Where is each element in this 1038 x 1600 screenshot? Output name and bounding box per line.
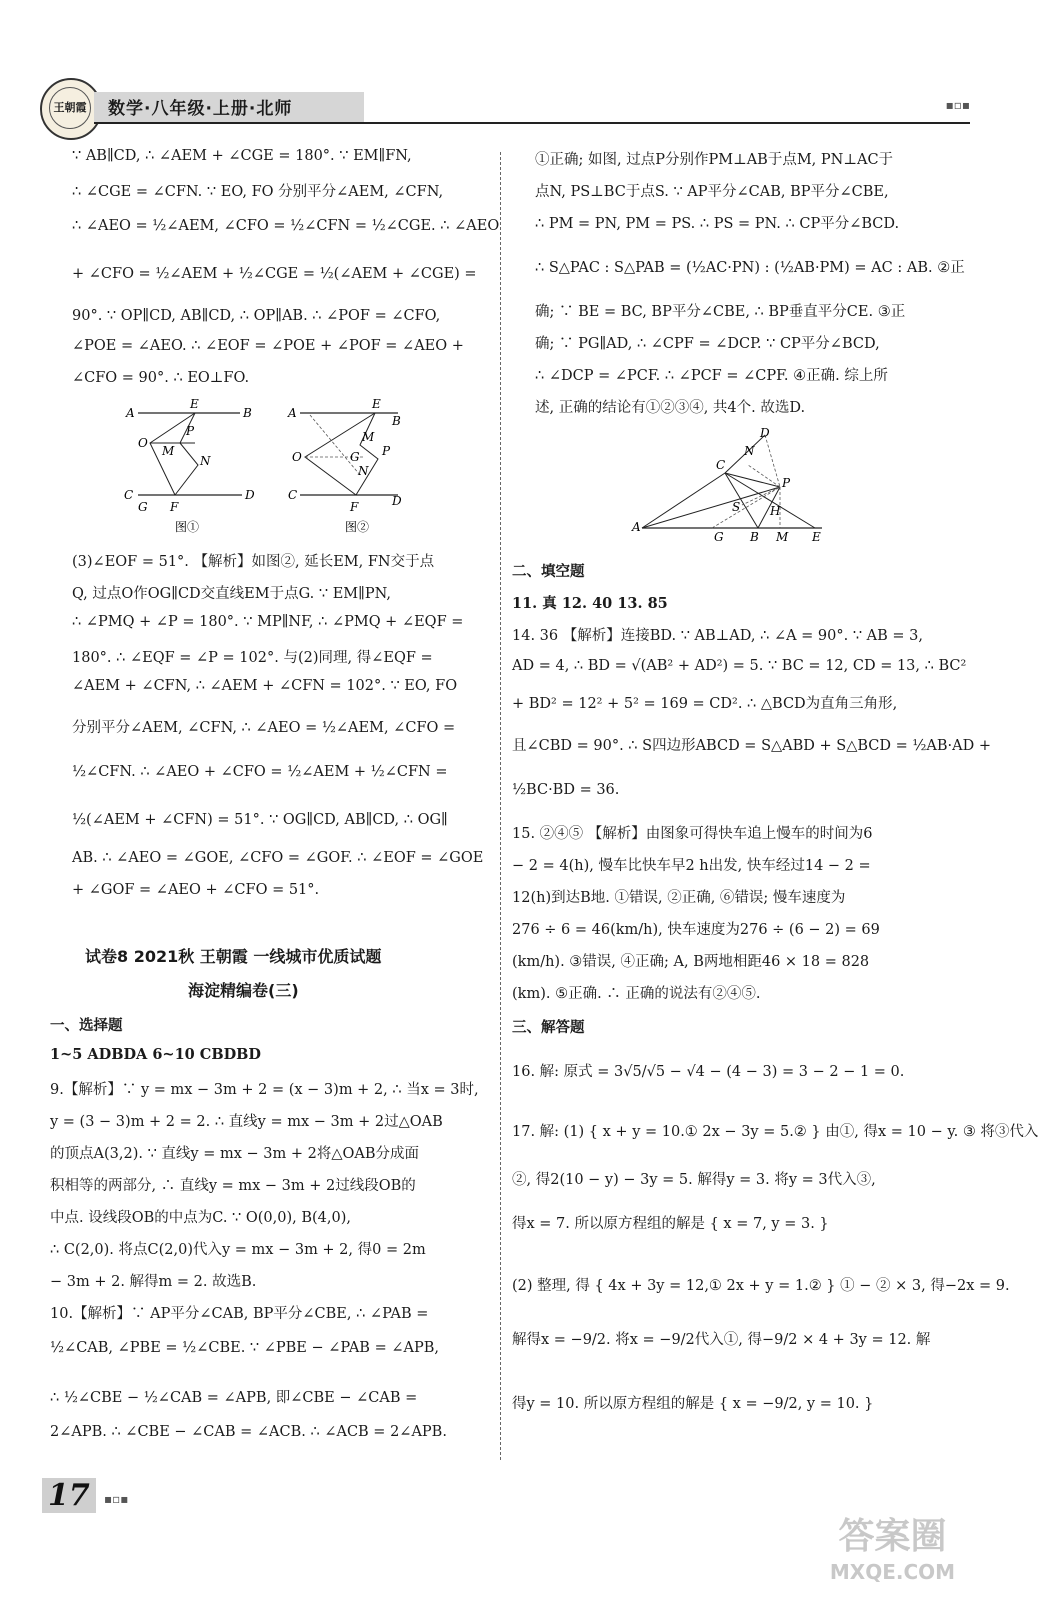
text-line: 14. 36 【解析】连接BD. ∵ AB⊥AD, ∴ ∠A = 90°. ∵ AB = 3, [512,628,924,644]
fig1-label-O: O [138,436,148,450]
text-line: 确; ∵ BE = BC, BP平分∠CBE, ∴ BP垂直平分CE. ③正 [535,304,906,320]
text-line: + ∠CFO = ½∠AEM + ½∠CGE = ½(∠AEM + ∠CGE) = [72,266,477,282]
fig1-label-A: A [126,406,135,420]
fig3-label-P: P [782,476,791,490]
section-choice-heading: 一、选择题 [50,1018,123,1034]
fill-answers: 11. 真 12. 40 13. 85 [512,595,668,612]
text-line: y = (3 − 3)m + 2 = 2. ∴ 直线y = mx − 3m + 2过△OAB [50,1114,443,1130]
column-divider [500,152,501,1460]
text-line: (km/h). ③错误, ④正确; A, B两地相距46 × 18 = 828 [512,954,870,970]
fig2-label-P: P [382,444,391,458]
fig1-label-P: P [186,424,195,438]
fig2-label-C: C [288,488,298,502]
fig2-label-N: N [358,464,369,478]
fig1-label-C: C [124,488,134,502]
fig1-label-G: G [138,500,148,514]
fig2-label-F: F [350,500,359,514]
text-line: 点N, PS⊥BC于点S. ∵ AP平分∠CAB, BP平分∠CBE, [535,184,889,200]
watermark-text: 答案圈 [838,1516,947,1557]
header-title: 数学·八年级·上册·北师 [108,99,293,119]
text-line: + ∠GOF = ∠AEO + ∠CFO = 51°. [72,882,320,898]
text-line: 得y = 10. 所以原方程组的解是 { x = −9/2, y = 10. } [512,1396,874,1412]
text-line: 15. ②④⑤ 【解析】由图象可得快车追上慢车的时间为6 [512,826,873,842]
watermark-url: MXQE.COM [829,1560,956,1584]
fig3-label-H: H [770,504,781,518]
fig2-label-D: D [392,494,402,508]
exam-title-line1: 试卷8 2021秋 王朝霞 一线城市优质试题 [85,947,382,966]
fig3-label-G: G [714,530,724,544]
page-header [40,88,970,128]
fig2-label-G: G [350,450,360,464]
fig2-label-E: E [372,397,381,411]
page-number: 17 [42,1478,96,1513]
text-line: ∴ S△PAC : S△PAB = (½AC·PN) : (½AB·PM) = AC : AB. ②正 [535,260,965,276]
fig3-label-S: S [732,500,741,514]
text-line: 2∠APB. ∴ ∠CBE − ∠CAB = ∠ACB. ∴ ∠ACB = 2∠APB. [50,1424,447,1440]
text-line: 述, 正确的结论有①②③④, 共4个. 故选D. [535,400,806,416]
text-line: ½∠CFN. ∴ ∠AEO + ∠CFO = ½∠AEM + ½∠CFN = [72,764,448,780]
publisher-logo [40,78,102,140]
text-line: 16. 解: 原式 = 3√5/√5 − √4 − (4 − 3) = 3 − 2 − 1 = 0. [512,1064,905,1080]
text-line: 积相等的两部分, ∴ 直线y = mx − 3m + 2过线段OB的 [50,1178,416,1194]
text-line: 得x = 7. 所以原方程组的解是 { x = 7, y = 3. } [512,1216,829,1232]
fig2-label-A: A [288,406,297,420]
fig2-label-O: O [292,450,302,464]
text-line: ∴ ½∠CBE − ½∠CAB = ∠APB, 即∠CBE − ∠CAB = [50,1390,418,1406]
text-line: 17. 解: (1) { x + y = 10.① 2x − 3y = 5.② } 由①, 得x = 10 − y. ③ 将③代入 [512,1124,1038,1140]
text-line: 276 ÷ 6 = 46(km/h), 快车速度为276 ÷ (6 − 2) = 69 [512,922,880,938]
exam-title-line2: 海淀精编卷(三) [188,981,299,1000]
fig1-label-M: M [162,444,175,458]
section-solve-heading: 三、解答题 [512,1020,585,1036]
text-line: (km). ⑤正确. ∴ 正确的说法有②④⑤. [512,986,761,1002]
fig2-label-M: M [362,430,375,444]
text-line: 确; ∵ PG∥AD, ∴ ∠CPF = ∠DCP. ∵ CP平分∠BCD, [535,336,880,352]
fig1-label-B: B [243,406,252,420]
text-line: ∴ ∠CGE = ∠CFN. ∵ EO, FO 分别平分∠AEM, ∠CFN, [72,184,444,200]
text-line: AB. ∴ ∠AEO = ∠GOE, ∠CFO = ∠GOF. ∴ ∠EOF = ∠GOE [72,850,484,866]
text-line: 且∠CBD = 90°. ∴ S四边形ABCD = S△ABD + S△BCD = ½AB·AD + [512,738,992,754]
text-line: ①正确; 如图, 过点P分别作PM⊥AB于点M, PN⊥AC于 [535,152,894,168]
text-line: 10.【解析】∵ AP平分∠CAB, BP平分∠CBE, ∴ ∠PAB = [50,1306,429,1322]
text-line: ∠POE = ∠AEO. ∴ ∠EOF = ∠POE + ∠POF = ∠AEO + [72,338,464,354]
choice-answers: 1~5 ADBDA 6~10 CBDBD [50,1046,261,1063]
header-rule [94,122,970,124]
fig3-label-C: C [716,458,726,472]
text-line: 9.【解析】∵ y = mx − 3m + 2 = (x − 3)m + 2, ∴ 当x = 3时, [50,1082,479,1098]
text-line: ½(∠AEM + ∠CFN) = 51°. ∵ OG∥CD, AB∥CD, ∴ OG∥ [72,812,448,828]
text-line: 12(h)到达B地. ①错误, ②正确, ⑥错误; 慢车速度为 [512,890,846,906]
fig3-label-D: D [760,426,770,440]
text-line: ∴ PM = PN, PM = PS. ∴ PS = PN. ∴ CP平分∠BCD. [535,216,900,232]
text-line: Q, 过点O作OG∥CD交直线EM于点G. ∵ EM∥PN, [72,586,391,602]
figure-3 [630,425,830,547]
text-line: ②, 得2(10 − y) − 3y = 5. 解得y = 3. 将y = 3代入③, [512,1172,876,1188]
fig3-label-B: B [750,530,759,544]
text-line: ∵ AB∥CD, ∴ ∠AEM + ∠CGE = 180°. ∵ EM∥FN, [72,148,412,164]
figures-1-2 [120,395,400,540]
text-line: + BD² = 12² + 5² = 169 = CD². ∴ △BCD为直角三角形, [512,696,898,712]
header-dots: ▪▫▪ [945,98,970,112]
text-line: ∠CFO = 90°. ∴ EO⊥FO. [72,370,250,386]
fig1-label-F: F [170,500,179,514]
logo-text: 王朝霞 [49,87,91,129]
text-line: ½BC·BD = 36. [512,782,620,798]
footer-dots: ▪▫▪ [104,1492,129,1506]
section-fill-heading: 二、填空题 [512,564,585,580]
text-line: (3)∠EOF = 51°. 【解析】如图②, 延长EM, FN交于点 [72,554,435,570]
fig3-label-E: E [812,530,821,544]
text-line: ∴ C(2,0). 将点C(2,0)代入y = mx − 3m + 2, 得0 = 2m [50,1242,426,1258]
fig1-label-D: D [245,488,255,502]
fig3-label-M: M [776,530,789,544]
text-line: 解得x = −9/2. 将x = −9/2代入①, 得−9/2 × 4 + 3y = 12. 解 [512,1332,931,1348]
fig1-caption: 图① [175,520,200,534]
text-line: (2) 整理, 得 { 4x + 3y = 12,① 2x + y = 1.② } ① − ② × 3, 得−2x = 9. [512,1278,1010,1294]
text-line: 中点. 设线段OB的中点为C. ∵ O(0,0), B(4,0), [50,1210,352,1226]
text-line: 90°. ∵ OP∥CD, AB∥CD, ∴ OP∥AB. ∴ ∠POF = ∠CFO, [72,308,441,324]
text-line: AD = 4, ∴ BD = √(AB² + AD²) = 5. ∵ BC = 12, CD = 13, ∴ BC² [512,658,967,674]
text-line: ½∠CAB, ∠PBE = ½∠CBE. ∵ ∠PBE − ∠PAB = ∠APB, [50,1340,439,1356]
fig2-caption: 图② [345,520,370,534]
text-line: − 3m + 2. 解得m = 2. 故选B. [50,1274,257,1290]
fig3-label-N: N [744,444,755,458]
text-line: 180°. ∴ ∠EQF = ∠P = 102°. 与(2)同理, 得∠EQF = [72,650,433,666]
text-line: 的顶点A(3,2). ∵ 直线y = mx − 3m + 2将△OAB分成面 [50,1146,419,1162]
watermark-logo [810,1515,975,1595]
text-line: − 2 = 4(h), 慢车比快车早2 h出发, 快车经过14 − 2 = [512,858,871,874]
fig1-label-E: E [190,397,199,411]
fig2-label-B: B [392,414,401,428]
text-line: ∠AEM + ∠CFN, ∴ ∠AEM + ∠CFN = 102°. ∵ EO, FO [72,678,458,694]
fig1-label-N: N [200,454,211,468]
text-line: 分别平分∠AEM, ∠CFN, ∴ ∠AEO = ½∠AEM, ∠CFO = [72,720,456,736]
text-line: ∴ ∠DCP = ∠PCF. ∴ ∠PCF = ∠CPF. ④正确. 综上所 [535,368,888,384]
text-line: ∴ ∠AEO = ½∠AEM, ∠CFO = ½∠CFN = ½∠CGE. ∴ ∠AEO [72,218,500,234]
text-line: ∴ ∠PMQ + ∠P = 180°. ∵ MP∥NF, ∴ ∠PMQ + ∠EQF = [72,614,464,630]
fig3-label-A: A [632,520,641,534]
